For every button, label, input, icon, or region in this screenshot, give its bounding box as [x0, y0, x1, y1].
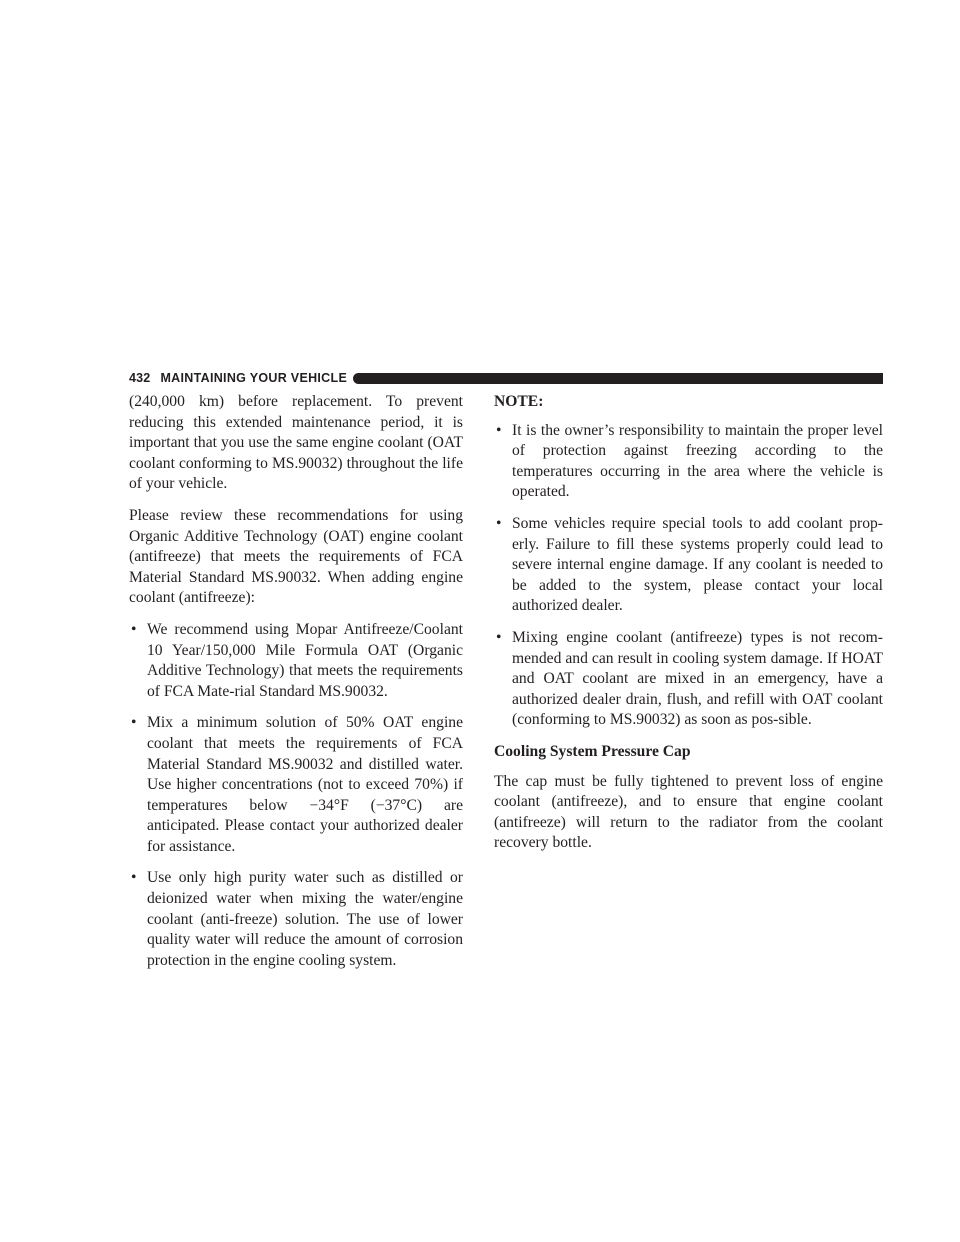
bullet-icon: • [131, 869, 137, 887]
list-item-text: Some vehicles require special tools to add coolant prop-erly. Failure to fill these systems properly could lead to severe internal engine damage. If any coolant is needed to be added to the system, please contact your local authorized dealer. [512, 514, 883, 615]
bullet-icon: • [496, 421, 502, 439]
page-header [129, 370, 883, 386]
left-column [129, 392, 463, 982]
header-rule [353, 373, 883, 384]
note-label: NOTE: [494, 393, 544, 410]
list-item [494, 628, 883, 731]
bullet-icon: • [496, 628, 502, 646]
list-item-text: Mix a minimum solution of 50% OAT engine coolant that meets the requirements of FCA Material Standard MS.90032 and distilled water. Use higher concentrations (not to exceed 70%) if temperatures below −34°F (−37°C) are anticipated. Please contact your authorized dealer for assistance. [147, 714, 463, 855]
section-title: MAINTAINING YOUR VEHICLE [160, 371, 348, 385]
list-item [129, 868, 463, 971]
bullet-icon: • [131, 620, 137, 638]
list-item [129, 713, 463, 857]
subheading-pressure-cap: Cooling System Pressure Cap [494, 742, 691, 760]
paragraph-oat-recommendations: Please review these recommendations for using Organic Additive Technology (OAT) engine coolant (antifreeze) that meets the requirements of FCA Material Standard MS.90032. When adding engine coolant (antifreeze): [129, 506, 463, 607]
paragraph-pressure-cap: The cap must be fully tightened to prevent loss of engine coolant (antifreeze), and to ensure that engine coolant (antifreeze) will return to the radiator from the coolant recovery bottle. [494, 772, 883, 852]
list-item-text: Use only high purity water such as distilled or deionized water when mixing the water/engine coolant (anti-freeze) solution. The use of lower quality water will reduce the amount of corrosion protection in the engine cooling system. [147, 869, 463, 969]
page-number: 432 [129, 371, 151, 385]
note-list [494, 421, 883, 731]
list-item [494, 421, 883, 503]
list-item [494, 514, 883, 617]
list-item-text: It is the owner’s responsibility to maintain the proper level of protection against freezing according to the temperatures occurring in the area where the vehicle is operated. [512, 421, 883, 501]
bullet-icon: • [496, 514, 502, 532]
coolant-recommendation-list [129, 620, 463, 972]
list-item [129, 620, 463, 702]
bullet-icon: • [131, 714, 137, 732]
paragraph-replacement-interval: (240,000 km) before replacement. To prevent reducing this extended maintenance period, it is important that you use the same engine coolant (OAT coolant conforming to MS.90032) throughout the life of your vehicle. [129, 393, 463, 493]
list-item-text: We recommend using Mopar Antifreeze/Coolant 10 Year/150,000 Mile Formula OAT (Organic Additive Technology) that meets the requirements of FCA Mate-rial Standard MS.90032. [147, 620, 463, 700]
right-column [494, 392, 883, 865]
list-item-text: Mixing engine coolant (antifreeze) types is not recom-mended and can result in cooling system damage. If HOAT and OAT coolant are mixed in an emergency, have a authorized dealer drain, flush, and refill with OAT coolant (conforming to MS.90032) as soon as pos-sible. [512, 628, 883, 729]
